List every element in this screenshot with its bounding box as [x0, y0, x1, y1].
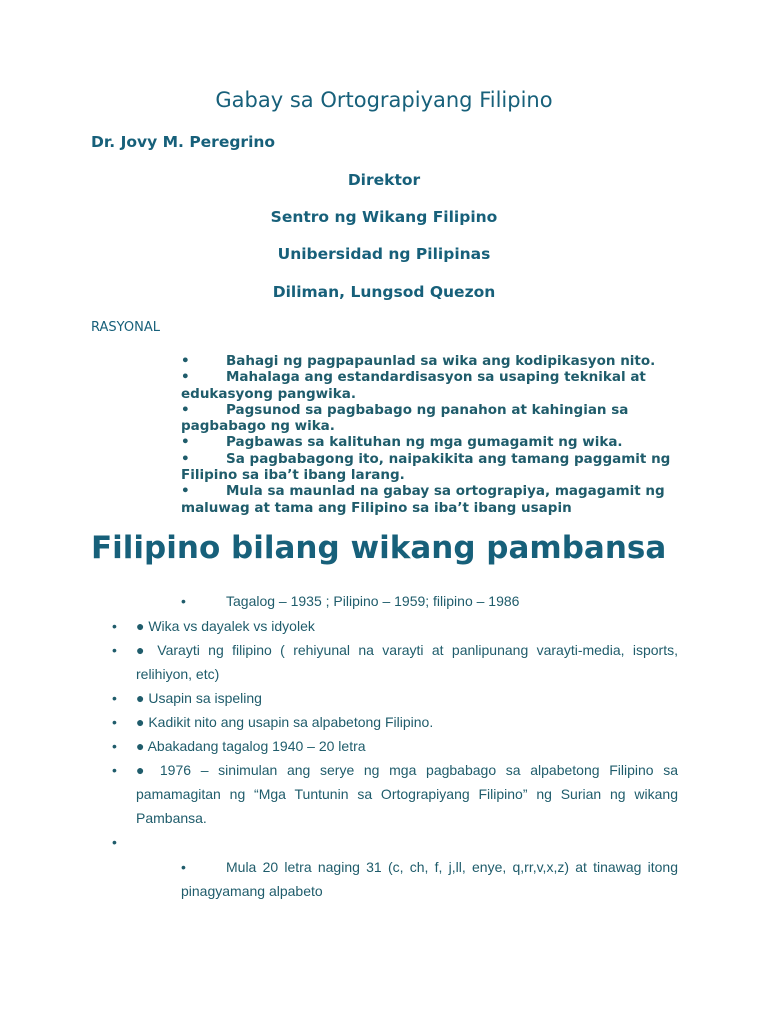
- sub-bullet-item: • Tagalog – 1935 ; Pilipino – 1959; filipino – 1986: [181, 593, 520, 609]
- author-name: Dr. Jovy M. Peregrino: [91, 133, 276, 151]
- affiliation-location: Diliman, Lungsod Quezon: [272, 283, 496, 301]
- bullet-icon: •: [181, 859, 186, 875]
- section-label-rasyonal: RASYONAL: [91, 320, 160, 335]
- affiliation-university: Unibersidad ng Pilipinas: [277, 245, 491, 263]
- list-item: • Mahalaga ang estandardisasyon sa usaping teknikal at edukasyong pangwika.: [181, 369, 646, 402]
- list-item: • Pagbawas sa kalituhan ng mga gumagamit ng wika.: [181, 434, 623, 451]
- list-item: [112, 830, 678, 854]
- list-item: • ● Varayti ng filipino ( rehiyunal na varayti at panlipunang varayti-media, isports, relihiyon, etc): [112, 638, 678, 686]
- section-heading: Filipino bilang wikang pambansa: [91, 530, 667, 566]
- bullet-icon: •: [112, 762, 117, 778]
- nested-list-item: • Mula 20 letra naging 31 (c, ch, f, j,ll, enye, q,rr,v,x,z) at tinawag itong pinagyamang alpabeto: [181, 855, 678, 903]
- rasyonal-list: [181, 353, 681, 516]
- topics-list: [112, 614, 678, 854]
- bullet-icon: •: [181, 369, 190, 386]
- affiliation-center: Sentro ng Wikang Filipino: [270, 208, 498, 226]
- bullet-icon: •: [112, 690, 117, 706]
- bullet-icon: •: [181, 450, 190, 467]
- list-item: • ● Abakadang tagalog 1940 – 20 letra: [112, 734, 678, 758]
- document-title: Gabay sa Ortograpiyang Filipino: [215, 88, 553, 112]
- bullet-icon: •: [112, 834, 117, 850]
- bullet-icon: •: [181, 353, 190, 369]
- list-item: • Bahagi ng pagpapaunlad sa wika ang kodipikasyon nito.: [181, 353, 656, 369]
- list-item: • ● 1976 – sinimulan ang serye ng mga pagbabago sa alpabetong Filipino sa pamamagitan ng “Mga Tuntunin sa Ortograpiyang Filipino” ng Surian ng wikang Pambansa.: [112, 758, 678, 830]
- list-item: • ● Wika vs dayalek vs idyolek: [112, 614, 678, 638]
- list-item: • Mula sa maunlad na gabay sa ortograpiya, magagamit ng maluwag at tama ang Filipino sa iba’t ibang usapin: [181, 483, 665, 516]
- list-item: • ● Kadikit nito ang usapin sa alpabetong Filipino.: [112, 710, 678, 734]
- bullet-icon: •: [112, 642, 117, 658]
- bullet-icon: •: [181, 483, 190, 500]
- affiliation-role: Direktor: [347, 171, 421, 189]
- bullet-icon: •: [181, 401, 190, 418]
- list-item: • Sa pagbabagong ito, naipakikita ang tamang paggamit ng Filipino sa iba’t ibang larang.: [181, 450, 671, 484]
- bullet-icon: •: [112, 738, 117, 754]
- bullet-icon: •: [112, 618, 117, 634]
- list-item: • ● Usapin sa ispeling: [112, 686, 678, 710]
- bullet-icon: •: [112, 714, 117, 730]
- bullet-icon: •: [181, 593, 186, 609]
- list-item: • Pagsunod sa pagbabago ng panahon at kahingian sa pagbabago ng wika.: [181, 401, 629, 435]
- bullet-icon: •: [181, 434, 190, 451]
